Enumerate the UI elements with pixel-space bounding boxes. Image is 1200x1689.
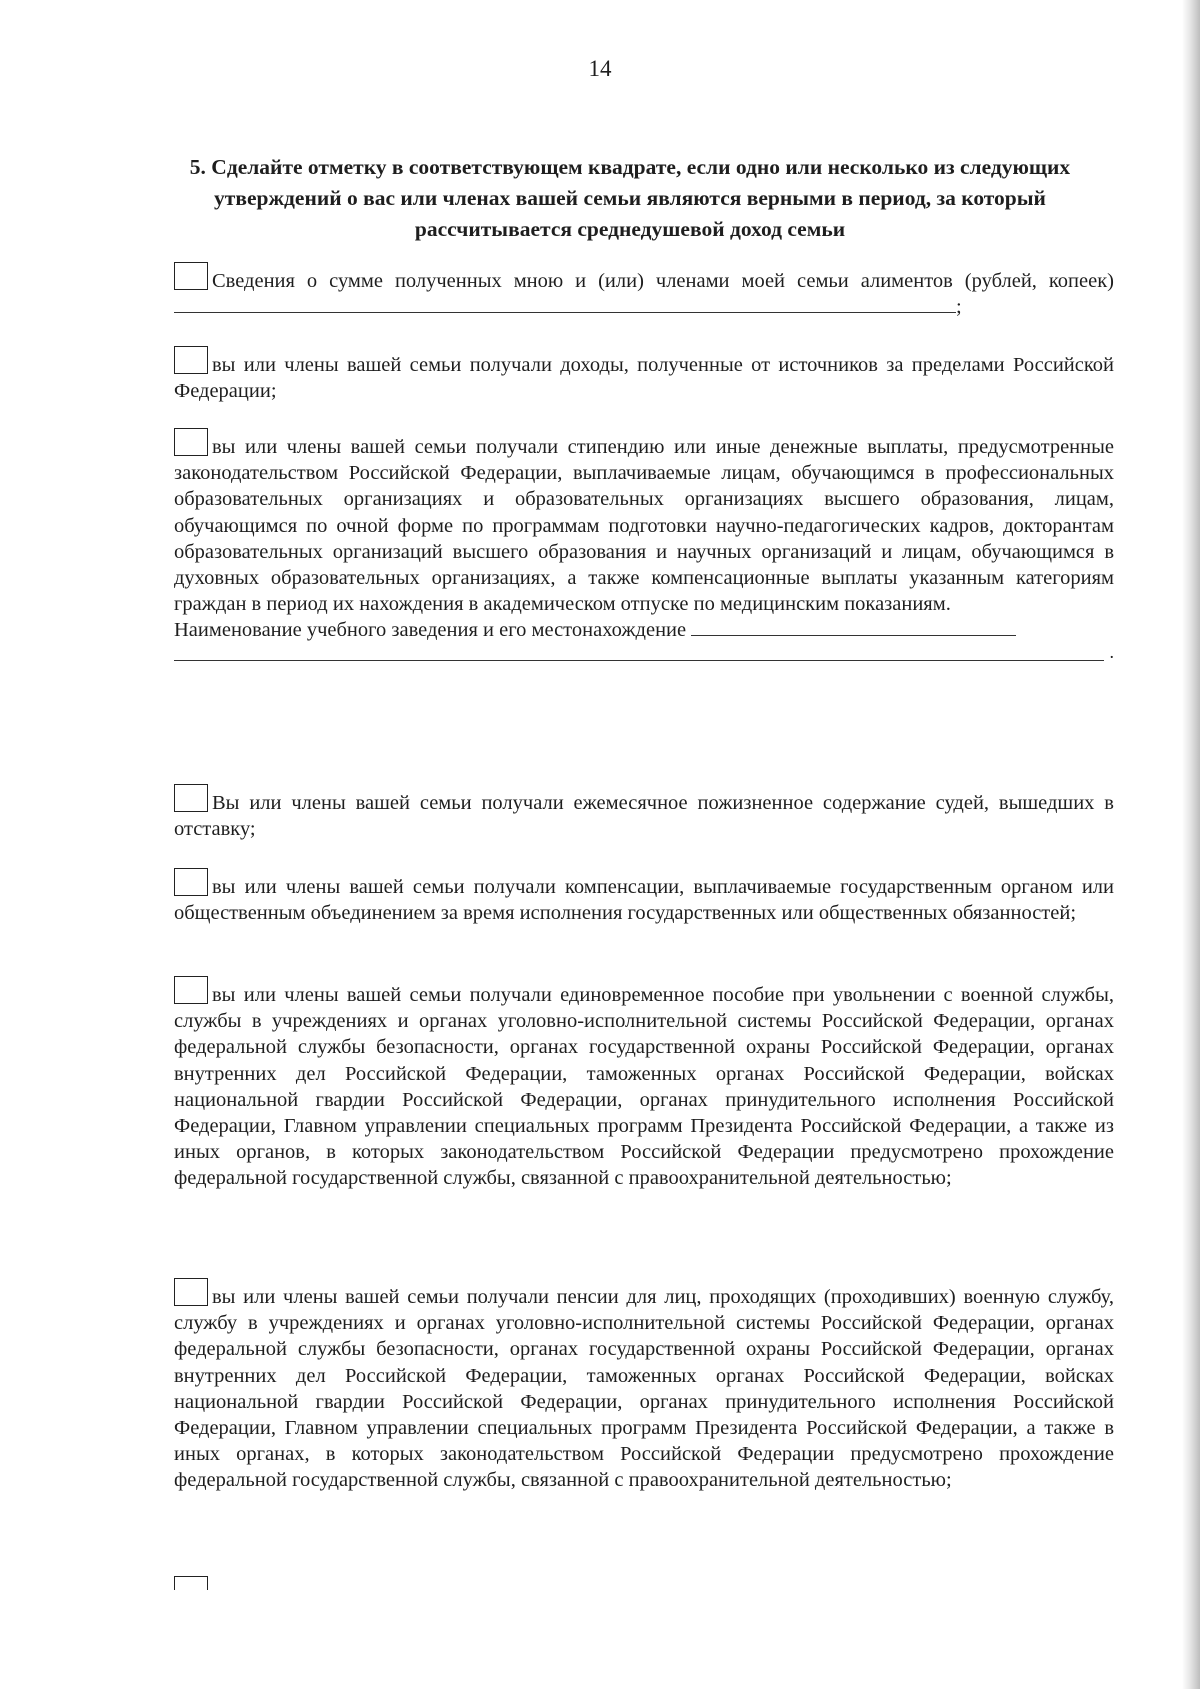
- checkbox-item-lump-sum: [174, 976, 1114, 1192]
- checkbox[interactable]: [174, 784, 208, 812]
- checkbox[interactable]: [174, 262, 208, 290]
- alimony-amount-field[interactable]: [174, 294, 956, 313]
- page-number: 14: [588, 56, 612, 81]
- checkbox[interactable]: [174, 868, 208, 896]
- institution-field-line-2[interactable]: [174, 642, 1114, 663]
- institution-field[interactable]: [691, 617, 1016, 636]
- section-heading: 5. Сделайте отметку в соответствующем квадрате, если одно или несколько из следующих утверждений о вас или членах вашей семьи являются верными в период, за который рассчитывается среднедушевой доход семьи: [189, 155, 1071, 241]
- item-tail: .: [1109, 642, 1114, 663]
- checkbox-item-compensation: [174, 868, 1114, 926]
- item-tail: ;: [956, 296, 962, 319]
- checkbox-partial[interactable]: [174, 1576, 208, 1590]
- item-text: Сведения о сумме полученных мною и (или) членами моей семьи алиментов (рублей, копеек): [212, 270, 1114, 292]
- checkbox-item-foreign-income: [174, 346, 1114, 404]
- institution-field-label: Наименование учебного заведения и его местонахождение: [174, 619, 687, 642]
- checkbox[interactable]: [174, 346, 208, 374]
- item-text: вы или члены вашей семьи получали компенсации, выплачиваемые государственным органом или общественным объединением за время исполнения государственных или общественных обязанностей;: [174, 876, 1114, 925]
- item-text: вы или члены вашей семьи получали стипендию или иные денежные выплаты, предусмотренные законодательством Российской Федерации, выплачиваемые лицам, обучающимся в профессиональных образовательных организациях и образовательных организациях высшего образования, лицам, обучающимся по очной форме по программам подготовки научно-педагогических кадров, докторантам образовательных организаций высшего образования и научных организаций и лицам, обучающимся в духовных образовательных организациях, а также компенсационные выплаты указанным категориям граждан в период их нахождения в академическом отпуске по медицинским показаниям.: [174, 436, 1114, 616]
- item-text: вы или члены вашей семьи получали пенсии для лиц, проходящих (проходивших) военную службу, службу в учреждениях и органах уголовно-исполнительной системы Российской Федерации, органах федеральной службы безопасности, органах государственной охраны Российской Федерации, органах внутренних дел Российской Федерации, таможенных органах Российской Федерации, войсках национальной гвардии Российской Федерации, органах принудительного исполнения Российской Федерации, Главном управлении специальных программ Президента Российской Федерации, а также в иных органах, в которых законодательством Российской Федерации предусмотрено прохождение федеральной государственной службы, связанной с правоохранительной деятельностью;: [174, 1286, 1114, 1492]
- checkbox-item-pensions: [174, 1278, 1114, 1494]
- item-text: Вы или члены вашей семьи получали ежемесячное пожизненное содержание судей, вышедших в отставку;: [174, 792, 1114, 841]
- checkbox[interactable]: [174, 1278, 208, 1306]
- checkbox-item-stipend: [174, 428, 1114, 661]
- item-text: вы или члены вашей семьи получали единовременное пособие при увольнении с военной службы, службы в учреждениях и органах уголовно-исполнительной системы Российской Федерации, органах федеральной службы безопасности, органах государственной охраны Российской Федерации, органах внутренних дел Российской Федерации, таможенных органах Российской Федерации, войсках национальной гвардии Российской Федерации, органах принудительного исполнения Российской Федерации, Главном управлении специальных программ Президента Российской Федерации, а также из иных органов, в которых законодательством Российской Федерации предусмотрено прохождение федеральной государственной службы, связанной с правоохранительной деятельностью;: [174, 984, 1114, 1190]
- checkbox-item-alimony: [174, 262, 1114, 320]
- item-text: вы или члены вашей семьи получали доходы, полученные от источников за пределами Российской Федерации;: [174, 354, 1114, 403]
- checkbox-item-judges: [174, 784, 1114, 842]
- scan-edge: [1182, 0, 1200, 1689]
- checkbox[interactable]: [174, 428, 208, 456]
- checkbox[interactable]: [174, 976, 208, 1004]
